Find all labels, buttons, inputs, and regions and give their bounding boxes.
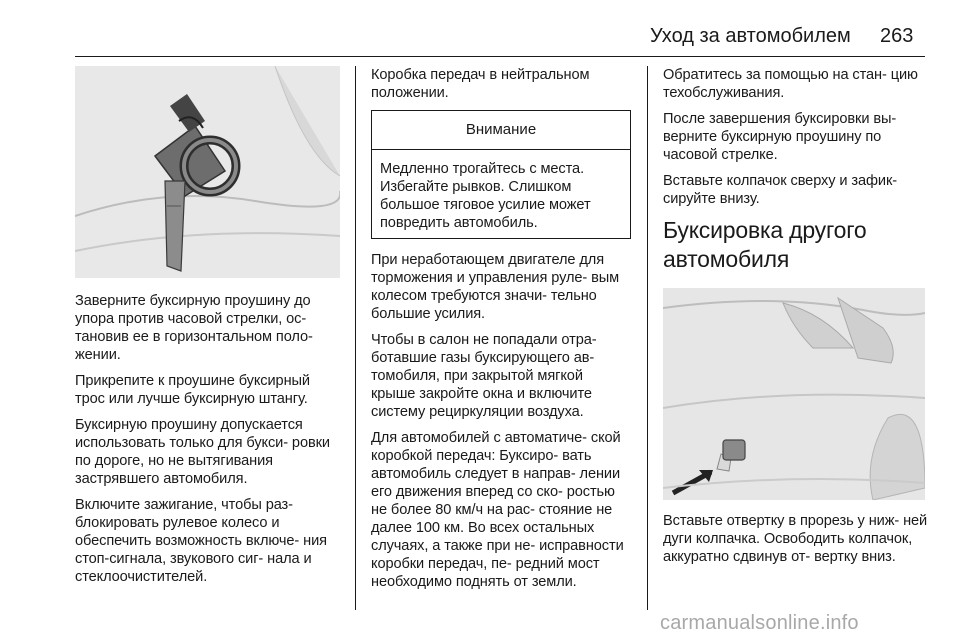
paragraph: Прикрепите к проушине буксирный трос или лучше буксирную штангу. xyxy=(75,373,310,407)
column-divider-2 xyxy=(647,66,648,610)
column-divider-1 xyxy=(355,66,356,610)
watermark: carmanualsonline.info xyxy=(660,612,859,634)
paragraph: Включите зажигание, чтобы раз- блокировать рулевое колесо и обеспечить возможность включе- ния стоп-сигнала, звукового сиг- нала и стеклоочистителей. xyxy=(75,497,327,585)
paragraph: Обратитесь за помощью на стан- цию техобслуживания. xyxy=(663,67,918,101)
warning-body xyxy=(372,150,630,238)
warning-box xyxy=(371,110,631,239)
column-right xyxy=(663,66,928,574)
paragraph: Для автомобилей с автоматиче- ской коробкой передач: Буксиро- вать автомобиль следует в направ- лении его движения вперед со ско- ростью не более 80 км/ч на рас- стояние не далее 100 км. Во всех остальных случаях, а также при не- исправности коробки передач, пе- редний мост необходимо поднять от земли. xyxy=(371,430,624,590)
section-heading: Буксировка другого автомобиля xyxy=(663,217,867,272)
rear-bumper-illustration xyxy=(663,288,925,500)
column-left xyxy=(75,66,340,594)
paragraph: При неработающем двигателе для торможения и управления руле- вым колесом требуются значи- тельно большие усилия. xyxy=(371,252,620,322)
paragraph: После завершения буксировки вы- верните буксирную проушину по часовой стрелке. xyxy=(663,111,897,163)
paragraph: Вставьте колпачок сверху и зафик- сируйте внизу. xyxy=(663,173,898,207)
bumper-cap-drawing xyxy=(663,288,925,500)
tow-eye-drawing xyxy=(75,66,340,278)
tow-eye-illustration xyxy=(75,66,340,278)
column-middle xyxy=(371,66,631,599)
paragraph: Заверните буксирную проушину до упора против часовой стрелки, ос- тановив ее в горизонтальном поло- жении. xyxy=(75,293,313,363)
page-header-title: Уход за автомобилем xyxy=(650,25,851,47)
paragraph: Коробка передач в нейтральном положении. xyxy=(371,67,590,101)
warning-text: Медленно трогайтесь с места. Избегайте рывков. Слишком большое тяговое усилие может повредить автомобиль. xyxy=(380,161,591,231)
paragraph: Чтобы в салон не попадали отра- ботавшие газы буксирующего ав- томобиля, при закрытой мягкой крыше закройте окна и включите систему рециркуляции воздуха. xyxy=(371,332,597,420)
page-number: 263 xyxy=(880,25,914,47)
paragraph: Буксирную проушину допускается использовать только для букси- ровки по дороге, но не вытягивания застрявшего автомобиля. xyxy=(75,417,330,487)
warning-title: Внимание xyxy=(372,111,630,150)
header-rule xyxy=(75,56,925,57)
paragraph: Вставьте отвертку в прорезь у ниж- ней дуги колпачка. Освободить колпачок, аккуратно сдвинув от- вертку вниз. xyxy=(663,513,928,565)
